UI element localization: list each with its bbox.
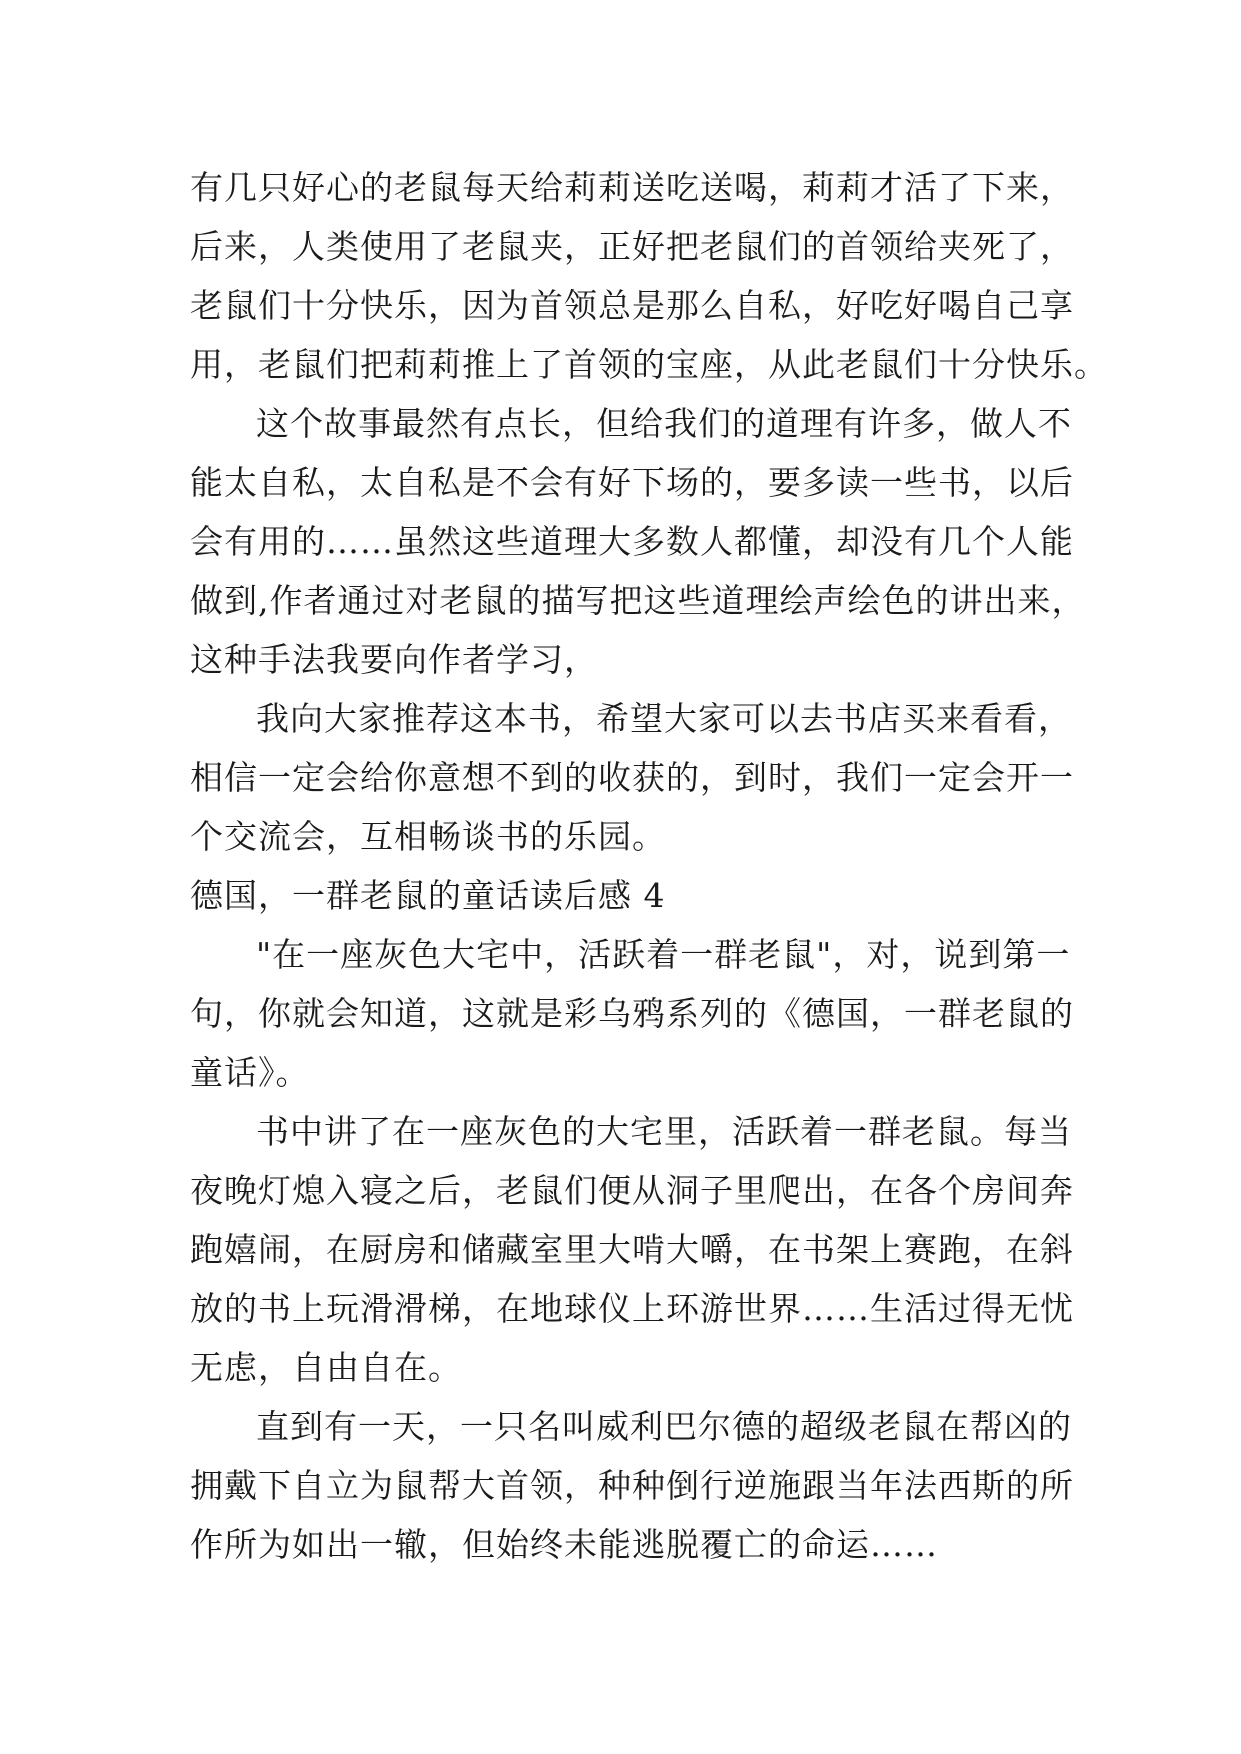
text-line: 这个故事最然有点长，但给我们的道理有许多，做人不 xyxy=(256,404,1072,443)
text-line: 放的书上玩滑滑梯，在地球仪上环游世界……生活过得无忧 xyxy=(190,1289,1074,1328)
paragraph xyxy=(190,1102,1080,1397)
paragraph xyxy=(190,394,1086,689)
text-line: "在一座灰色大宅中，活跃着一群老鼠"，对，说到第一 xyxy=(256,935,1071,974)
text-line: 能太自私，太自私是不会有好下场的，要多读一些书，以后 xyxy=(190,463,1074,502)
section-heading xyxy=(190,866,1080,925)
paragraph-continuation xyxy=(190,158,1108,394)
text-line: 会有用的……虽然这些道理大多数人都懂，却没有几个人能 xyxy=(190,522,1074,561)
text-line: 老鼠们十分快乐，因为首领总是那么自私，好吃好喝自己享 xyxy=(190,286,1074,325)
text-line: 童话》。 xyxy=(190,1053,310,1092)
text-line: 这种手法我要向作者学习， xyxy=(190,640,598,679)
text-line: 拥戴下自立为鼠帮大首领，种种倒行逆施跟当年法西斯的所 xyxy=(190,1466,1074,1505)
text-line: 后来，人类使用了老鼠夹，正好把老鼠们的首领给夹死了， xyxy=(190,227,1074,266)
text-line: 夜晚灯熄入寝之后，老鼠们便从洞子里爬出，在各个房间奔 xyxy=(190,1171,1074,1210)
heading-text: 德国，一群老鼠的童话读后感 4 xyxy=(190,876,666,915)
text-line: 直到有一天，一只名叫威利巴尔德的超级老鼠在帮凶的 xyxy=(256,1407,1072,1446)
text-line: 有几只好心的老鼠每天给莉莉送吃送喝，莉莉才活了下来， xyxy=(190,168,1074,207)
text-line: 相信一定会给你意想不到的收获的，到时，我们一定会开一 xyxy=(190,758,1074,797)
text-line: 作所为如出一辙，但始终未能逃脱覆亡的命运…… xyxy=(190,1525,938,1564)
text-line: 用，老鼠们把莉莉推上了首领的宝座，从此老鼠们十分快乐。 xyxy=(190,345,1108,384)
text-line: 我向大家推荐这本书，希望大家可以去书店买来看看， xyxy=(256,699,1072,738)
paragraph xyxy=(190,925,1080,1102)
text-line: 无虑，自由自在。 xyxy=(190,1348,462,1387)
paragraph xyxy=(190,1397,1080,1574)
document-body xyxy=(190,158,1108,1574)
paragraph xyxy=(190,689,1080,866)
text-line: 做到,作者通过对老鼠的描写把这些道理绘声绘色的讲出来， xyxy=(190,581,1086,620)
text-line: 个交流会，互相畅谈书的乐园。 xyxy=(190,817,666,856)
text-line: 句，你就会知道，这就是彩乌鸦系列的《德国，一群老鼠的 xyxy=(190,994,1074,1033)
text-line: 书中讲了在一座灰色的大宅里，活跃着一群老鼠。每当 xyxy=(256,1112,1072,1151)
text-line: 跑嬉闹，在厨房和储藏室里大啃大嚼，在书架上赛跑，在斜 xyxy=(190,1230,1074,1269)
